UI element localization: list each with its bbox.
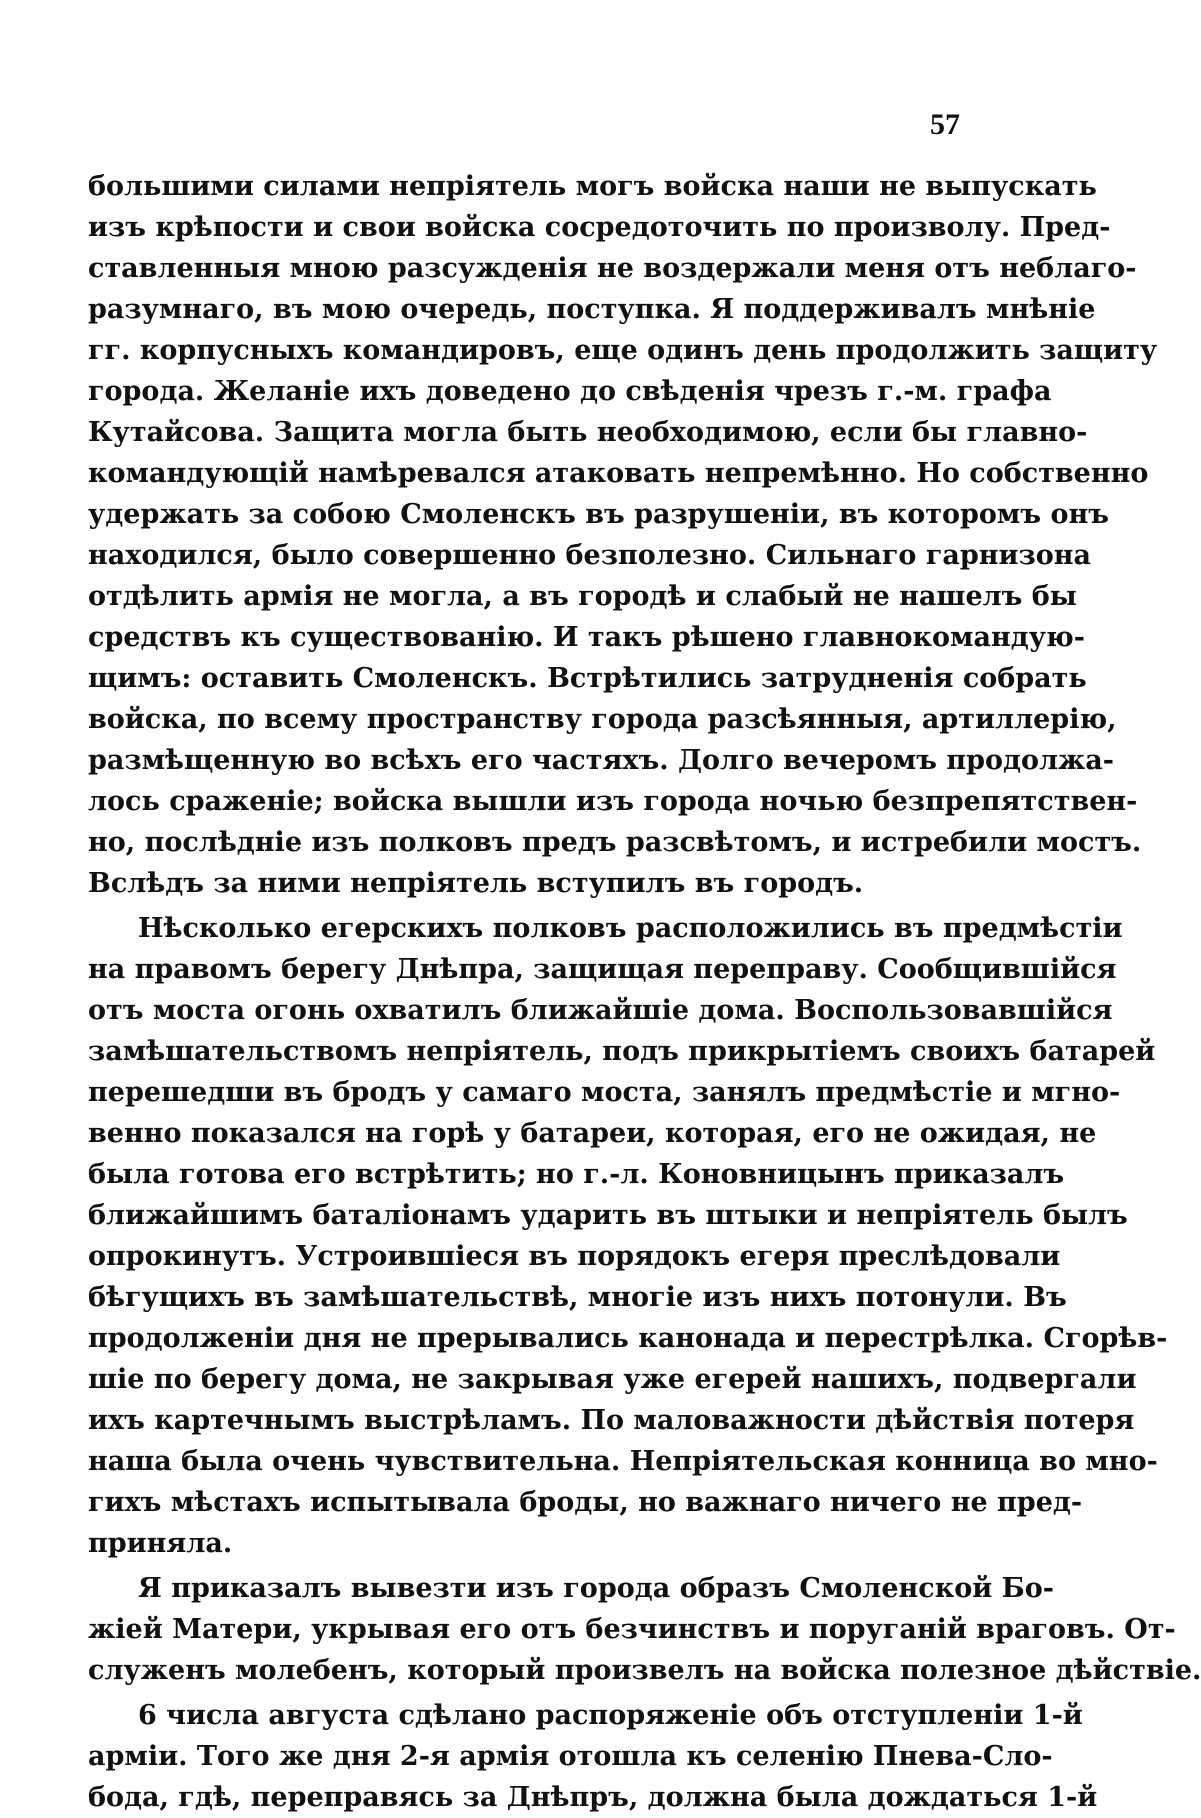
text-line: ихъ картечнымъ выстрѣламъ. По маловажности дѣйствія потеря [88, 1405, 1135, 1436]
text-line: на правомъ берегу Днѣпра, защищая переправу. Сообщившійся [88, 954, 1117, 985]
text-line: была готова его встрѣтить; но г.-л. Коновницынъ приказалъ [88, 1159, 1065, 1190]
text-line: ближайшимъ баталіонамъ ударить въ штыки и непріятель былъ [88, 1200, 1128, 1231]
text-line: приняла. [88, 1528, 233, 1559]
text-line: удержать за собою Смоленскъ въ разрушеніи, въ которомъ онъ [88, 499, 1109, 530]
text-line: но, послѣдніе изъ полковъ предъ разсвѣтомъ, и истребили мостъ. [88, 827, 1142, 858]
text-line: находился, было совершенно безполезно. Сильнаго гарнизона [88, 540, 1092, 571]
text-line: Кутайсова. Защита могла быть необходимою, если бы главно- [88, 417, 1088, 448]
text-line: бода, гдѣ, переправясь за Днѣпръ, должна была дождаться 1-й [88, 1782, 1098, 1813]
text-line: продолженіи дня не прерывались канонада и перестрѣлка. Сгорѣв- [88, 1323, 1168, 1354]
text-line: разумнаго, въ мою очередь, поступка. Я поддерживалъ мнѣніе [88, 294, 1096, 325]
text-line: замѣшательствомъ непріятель, подъ прикрытіемъ своихъ батарей [88, 1036, 1156, 1067]
text-line: войска, по всему пространству города разсѣянныя, артиллерію, [88, 704, 1117, 735]
text-line: наша была очень чувствительна. Непріятельская конница во мно- [88, 1446, 1158, 1477]
text-line: бѣгущихъ въ замѣшательствѣ, многіе изъ нихъ потонули. Въ [88, 1282, 1067, 1313]
text-line: Вслѣдъ за ними непріятель вступилъ въ городъ. [88, 868, 864, 899]
text-line: арміи. Того же дня 2-я армія отошла къ селенію Пнева-Сло- [88, 1741, 1053, 1772]
text-line: отдѣлить армія не могла, а въ городѣ и слабый не нашелъ бы [88, 581, 1077, 612]
text-line: опрокинутъ. Устроившіеся въ порядокъ егеря преслѣдовали [88, 1241, 1061, 1272]
text-line: шіе по берегу дома, не закрывая уже егерей нашихъ, подвергали [88, 1364, 1137, 1395]
body-text [88, 166, 1201, 1818]
text-line: гг. корпусныхъ командировъ, еще одинъ день продолжить защиту [88, 335, 1158, 366]
text-line: 6 числа августа сдѣлано распоряженіе объ отступленіи 1-й [138, 1700, 1083, 1731]
text-line: средствъ къ существованію. И такъ рѣшено главнокомандую- [88, 622, 1085, 653]
text-line: Нѣсколько егерскихъ полковъ расположились въ предмѣстіи [138, 913, 1123, 944]
text-line: щимъ: оставить Смоленскъ. Встрѣтились затрудненія собрать [88, 663, 1087, 694]
text-line: лось сраженіе; войска вышли изъ города ночью безпрепятствен- [88, 786, 1138, 817]
text-line: венно показался на горѣ у батареи, которая, его не ожидая, не [88, 1118, 1097, 1149]
text-line: Я приказалъ вывезти изъ города образъ Смоленской Бо- [138, 1573, 1054, 1604]
text-line: размѣщенную во всѣхъ его частяхъ. Долго вечеромъ продолжа- [88, 745, 1114, 776]
text-line: гихъ мѣстахъ испытывала броды, но важнаго ничего не пред- [88, 1487, 1083, 1518]
text-line: перешедши въ бродъ у самаго моста, занялъ предмѣстіе и мгно- [88, 1077, 1121, 1108]
text-line: отъ моста огонь охватилъ ближайшіе дома. Воспользовавшійся [88, 995, 1113, 1026]
text-line: изъ крѣпости и свои войска сосредоточить по произволу. Пред- [88, 212, 1111, 243]
text-line: служенъ молебенъ, который произвелъ на войска полезное дѣйствіе. [88, 1655, 1201, 1686]
text-line: города. Желаніе ихъ доведено до свѣденія чрезъ г.-м. графа [88, 376, 1052, 407]
text-line: большими силами непріятель могъ войска наши не выпускать [88, 171, 1097, 202]
text-line: ставленныя мною разсужденія не воздержали меня отъ неблаго- [88, 253, 1137, 284]
text-line: жіей Матери, укрывая его отъ безчинствъ и поруганій враговъ. От- [88, 1614, 1176, 1645]
page-number: 57 [930, 108, 960, 141]
text-line: командующій намѣревался атаковать непремѣнно. Но собственно [88, 458, 1149, 489]
